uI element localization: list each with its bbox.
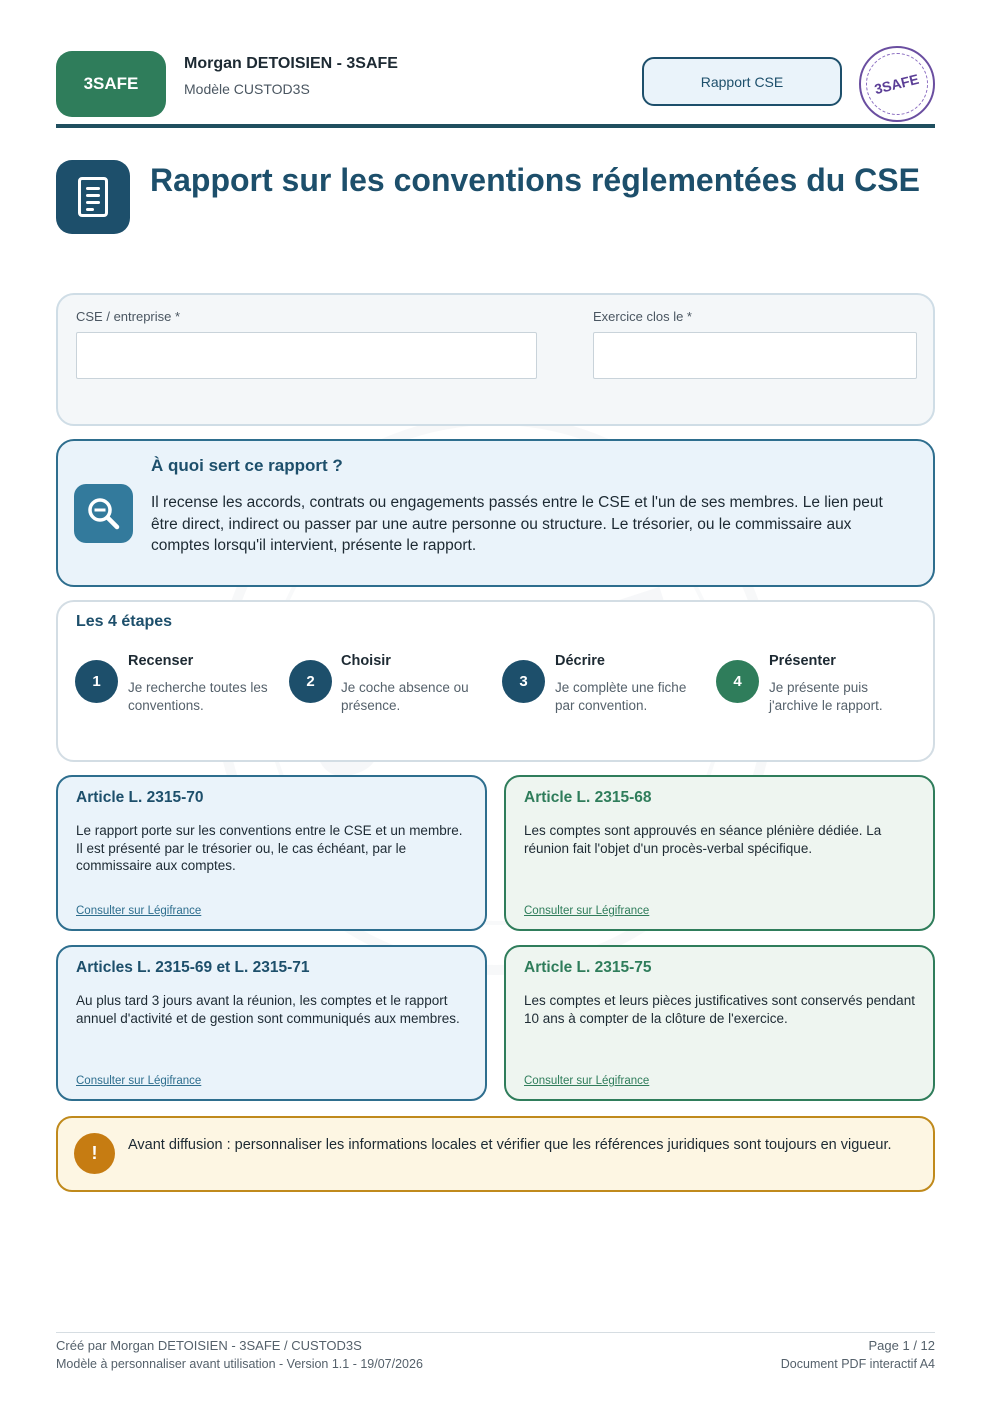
article-text: Au plus tard 3 jours avant la réunion, les comptes et le rapport annuel d'activité et de gestion sont communiqués aux membres.	[76, 993, 460, 1026]
legifrance-link[interactable]: Consulter sur Légifrance	[524, 905, 650, 917]
page-title: Rapport sur les conventions réglementées du CSE	[150, 162, 920, 198]
step-4-number: 4	[716, 660, 759, 703]
legifrance-link[interactable]: Consulter sur Légifrance	[76, 905, 202, 917]
search-icon	[74, 484, 133, 543]
report-cse-button[interactable]: Rapport CSE	[642, 57, 842, 106]
author-name: Morgan DETOISIEN - 3SAFE	[184, 55, 398, 72]
article-card-l2315-70	[56, 775, 487, 931]
article-title: Article L. 2315-70	[76, 789, 204, 806]
step-4-desc: Je présente puis j'archive le rapport.	[769, 680, 883, 713]
cse-entreprise-input[interactable]	[76, 332, 537, 379]
footer-doc-type: Document PDF interactif A4	[780, 1357, 935, 1371]
article-title: Articles L. 2315-69 et L. 2315-71	[76, 959, 310, 976]
article-text: Les comptes et leurs pièces justificatives sont conservés pendant 10 ans à compter de la clôture de l'exercice.	[524, 993, 915, 1026]
step-3-desc: Je complète une fiche par convention.	[555, 680, 687, 713]
legifrance-link[interactable]: Consulter sur Légifrance	[524, 1075, 650, 1087]
document-icon	[56, 160, 130, 234]
step-1-desc: Je recherche toutes les conventions.	[128, 680, 268, 713]
footer-version: Modèle à personnaliser avant utilisation - Version 1.1 - 19/07/2026	[56, 1357, 423, 1371]
article-card-l2315-68	[504, 775, 935, 931]
exercice-clos-label: Exercice clos le *	[593, 309, 692, 324]
exercice-clos-input[interactable]	[593, 332, 917, 379]
article-title: Article L. 2315-68	[524, 789, 652, 806]
steps-title: Les 4 étapes	[76, 613, 173, 630]
footer-divider	[56, 1332, 935, 1333]
warning-text: Avant diffusion : personnaliser les informations locales et vérifier que les références juridiques sont toujours en vigueur.	[128, 1137, 892, 1153]
step-3-name: Décrire	[555, 653, 605, 669]
step-2-number: 2	[289, 660, 332, 703]
step-1-number: 1	[75, 660, 118, 703]
model-name: Modèle CUSTOD3S	[184, 81, 310, 97]
info-text: Il recense les accords, contrats ou engagements passés entre le CSE et l'un de ses membres. Le lien peut être direct, indirect ou passer par une autre personne ou structure. Le trésorier, ou le commissaire aux comptes lorsqu'il intervient, présente le rapport.	[151, 494, 883, 554]
article-text: Le rapport porte sur les conventions entre le CSE et un membre. Il est présenté par le trésorier ou, le cas échéant, par le commissaire aux comptes.	[76, 823, 463, 873]
info-title: À quoi sert ce rapport ?	[151, 456, 343, 475]
step-1-name: Recenser	[128, 653, 194, 669]
brand-badge: 3SAFE	[56, 51, 166, 117]
footer-created-by: Créé par Morgan DETOISIEN - 3SAFE / CUSTOD3S	[56, 1338, 362, 1353]
cse-entreprise-label: CSE / entreprise *	[76, 309, 181, 324]
step-2-desc: Je coche absence ou présence.	[341, 680, 469, 713]
header-divider	[56, 124, 935, 128]
stamp-logo-text: 3SAFE	[873, 70, 921, 98]
stamp-logo	[859, 46, 935, 122]
article-title: Article L. 2315-75	[524, 959, 652, 976]
exclamation-icon: !	[74, 1133, 115, 1174]
legifrance-link[interactable]: Consulter sur Légifrance	[76, 1075, 202, 1087]
article-card-l2315-69-71	[56, 945, 487, 1101]
step-2-name: Choisir	[341, 653, 391, 669]
article-card-l2315-75	[504, 945, 935, 1101]
article-text: Les comptes sont approuvés en séance plénière dédiée. La réunion fait l'objet d'un procès-verbal spécifique.	[524, 823, 882, 856]
footer-page-number: Page 1 / 12	[868, 1338, 935, 1353]
step-4-name: Présenter	[769, 653, 836, 669]
step-3-number: 3	[502, 660, 545, 703]
